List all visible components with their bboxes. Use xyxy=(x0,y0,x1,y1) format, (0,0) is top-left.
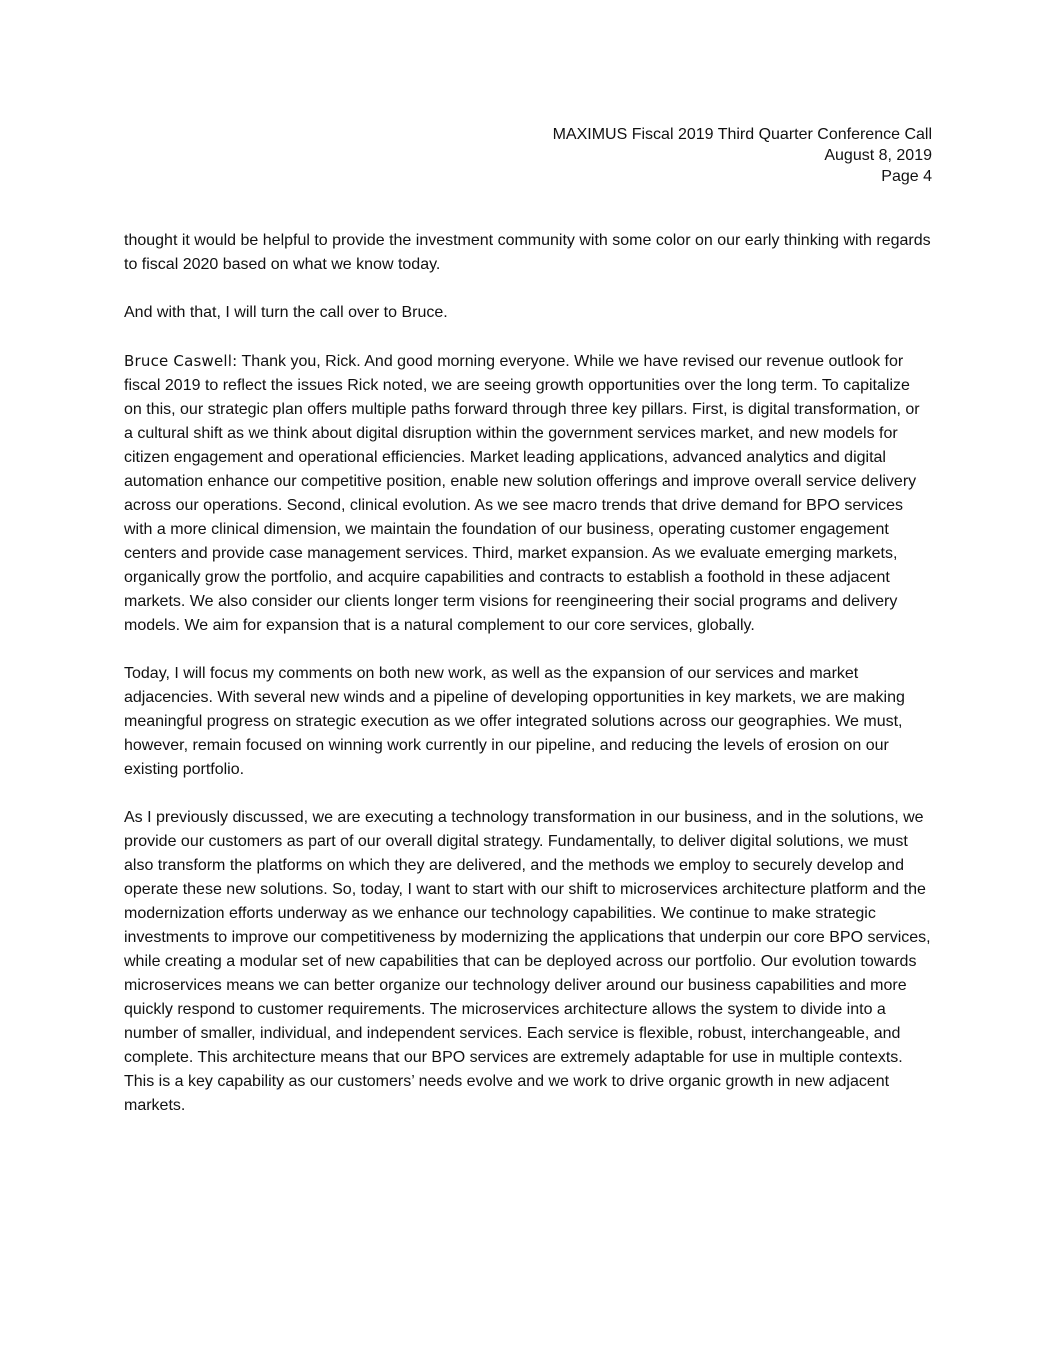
document-body xyxy=(124,229,932,1142)
paragraph-4: Today, I will focus my comments on both new work, as well as the expansion of our services and market adjacencies. With several new winds and a pipeline of developing opportunities in key markets, we are making meaningful progress on strategic execution as we offer integrated solutions across our geographies. We must, however, remain focused on winning work currently in our pipeline, and reducing the levels of erosion on our existing portfolio. xyxy=(124,665,905,778)
speaker-name: Bruce Caswell: xyxy=(124,352,238,370)
paragraph-3-text: Thank you, Rick. And good morning everyone. While we have revised our revenue outlook for fiscal 2019 to reflect the issues Rick noted, we are seeing growth opportunities over the long term. To capitalize on this, our strategic plan offers multiple paths forward through three key pillars. First, is digital transformation, or a cultural shift as we think about digital disruption within the government services market, and new models for citizen engagement and operational efficiencies. Market leading applications, advanced analytics and digital automation enhance our competitive position, enable new solution offerings and improve overall service delivery across our operations. Second, clinical evolution. As we see macro trends that drive demand for BPO services with a more clinical dimension, we maintain the foundation of our business, operating customer engagement centers and provide case management services. Third, market expansion. As we evaluate emerging markets, organically grow the portfolio, and acquire capabilities and contracts to establish a foothold in these adjacent markets. We also consider our clients longer term visions for reengineering their social programs and delivery models. We aim for expansion that is a natural complement to our core services, globally. xyxy=(124,353,920,634)
paragraph-1: thought it would be helpful to provide the investment community with some color on our early thinking with regards to fiscal 2020 based on what we know today. xyxy=(124,232,931,273)
paragraph-5: As I previously discussed, we are executing a technology transformation in our business, and in the solutions, we provide our customers as part of our overall digital strategy. Fundamentally, to deliver digital solutions, we must also transform the platforms on which they are delivered, and the methods we employ to securely develop and operate these new solutions. So, today, I want to start with our shift to microservices architecture platform and the modernization efforts underway as we enhance our technology capabilities. We continue to make strategic investments to improve our competitiveness by modernizing the applications that underpin our core BPO services, while creating a modular set of new capabilities that can be deployed across our portfolio. Our evolution towards microservices means we can better organize our technology deliver around our business capabilities and more quickly respond to customer requirements. The microservices architecture allows the system to divide into a number of smaller, individual, and independent services. Each service is flexible, robust, interchangeable, and complete. This architecture means that our BPO services are extremely adaptable for use in multiple contexts. This is a key capability as our customers’ needs evolve and we work to drive organic growth in new adjacent markets. xyxy=(124,809,931,1114)
header-title: MAXIMUS Fiscal 2019 Third Quarter Conference Call xyxy=(552,126,932,143)
header-page-number: Page 4 xyxy=(881,168,932,185)
page-header xyxy=(553,124,932,187)
header-date: August 8, 2019 xyxy=(824,147,932,164)
paragraph-2: And with that, I will turn the call over to Bruce. xyxy=(124,304,448,321)
paragraph-3 xyxy=(124,349,932,638)
